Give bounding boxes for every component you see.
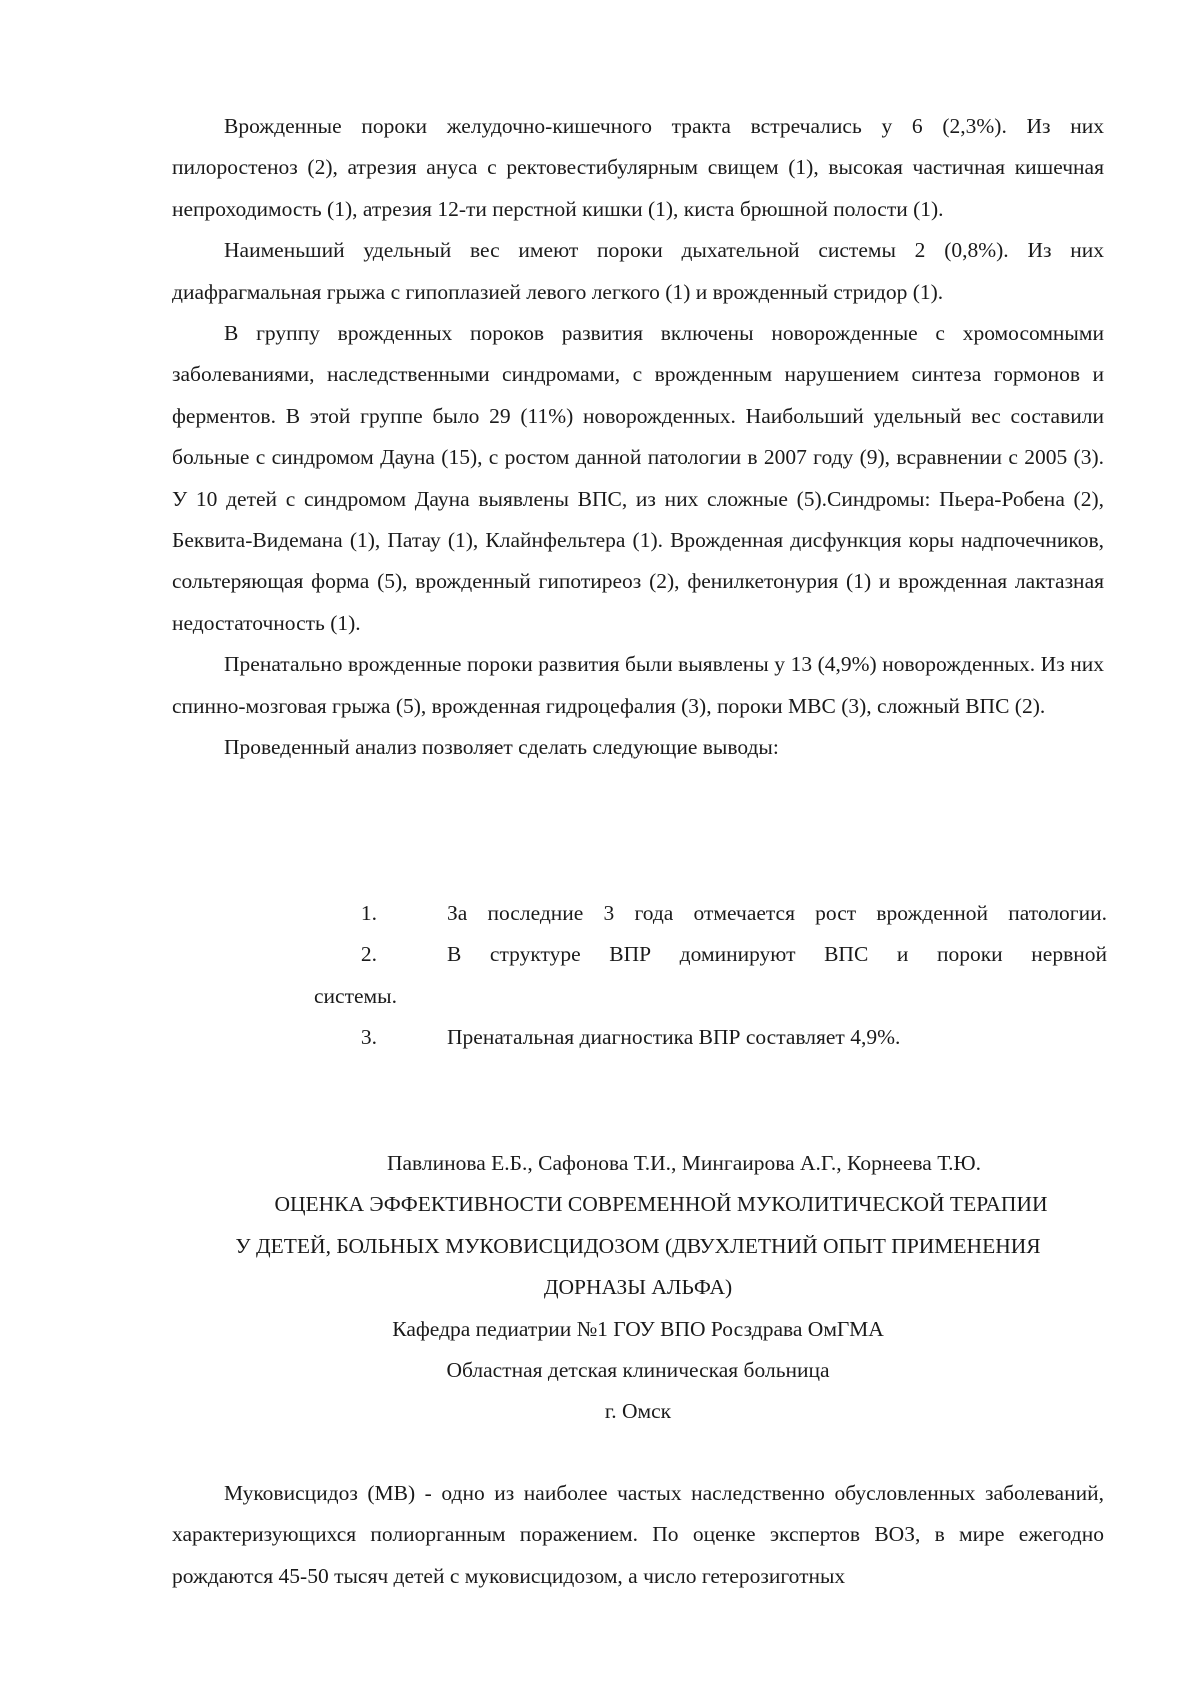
paragraph-chromosomal-syndromes: В группу врожденных пороков развития включены новорожденные с хромосомными заболеваниями, наследственными синдромами, с врожденным нарушением синтеза гормонов и ферментов. В этой группе было 29 (11%) новорожденных. Наибольший удельный вес составили больные с синдромом Дауна (15), с ростом данной патологии в 2007 году (9), вcравнении с 2005 (3). У 10 детей с синдромом Дауна выявлены ВПС, из них сложные (5).Синдромы: Пьера-Робена (2), Беквита-Видемана (1), Патау (1), Клайнфельтера (1). Врожденная дисфункция коры надпочечников, сольтеряющая форма (5), врожденный гипотиреоз (2), фенилкетонурия (1) и врожденная лактазная недостаточность (1).	[172, 321, 1104, 635]
conclusion-text: Пренатальная диагностика ВПР составляет 4,9%.	[447, 1025, 901, 1050]
article-intro-section	[172, 1473, 1104, 1597]
conclusion-item	[172, 893, 1107, 934]
conclusion-number: 3.	[360, 1025, 377, 1050]
article-authors: Павлинова Е.Б., Сафонова Т.И., Мингаирова А.Г., Корнеева Т.Ю.	[386, 1151, 982, 1175]
paragraph-conclusions-intro: Проведенный анализ позволяет сделать следующие выводы:	[224, 735, 779, 760]
paragraph-prenatal-detection: Пренатально врожденные пороки развития были выявлены у 13 (4,9%) новорожденных. Из них спинно-мозговая грыжа (5), врожденная гидроцефалия (3), пороки МВС (3), сложный ВПС (2).	[172, 652, 1104, 718]
conclusion-item	[172, 934, 1107, 975]
article-city: г. Омск	[604, 1399, 672, 1424]
body-text-section	[172, 106, 1104, 769]
paragraph-intro: Муковисцидоз (МВ) - одно из наиболее частых наследственно обусловленных заболеваний, характеризующихся полиорганным поражением. По оценке экспертов ВОЗ, в мире ежегодно рождаются 45-50 тысяч детей с муковисцидозом, а число гетерозиготных	[172, 1481, 1104, 1588]
conclusion-text: В структуре ВПР доминируют ВПС и пороки нервной	[447, 942, 1107, 967]
article-department: Кафедра педиатрии №1 ГОУ ВПО Росздрава ОмГМА	[392, 1316, 884, 1341]
article-title-line: ОЦЕНКА ЭФФЕКТИВНОСТИ СОВРЕМЕННОЙ МУКОЛИТИЧЕСКОЙ ТЕРАПИИ	[274, 1192, 1048, 1217]
conclusion-item	[172, 1017, 1107, 1058]
article-hospital: Областная детская клиническая больница	[446, 1358, 830, 1383]
conclusion-text: За последние 3 года отмечается рост врожденной патологии.	[447, 901, 1107, 925]
conclusion-number: 2.	[360, 942, 377, 967]
article-title-line: ДОРНАЗЫ АЛЬФА)	[543, 1275, 733, 1300]
conclusions-list	[172, 893, 1107, 1059]
article-header	[172, 1143, 1104, 1433]
paragraph-gi-defects: Врожденные пороки желудочно-кишечного тракта встречались у 6 (2,3%). Из них пилоростеноз (2), атрезия ануса с ректовестибулярным свищем (1), высокая частичная кишечная непроходимость (1), атрезия 12-ти перстной кишки (1), киста брюшной полости (1).	[172, 114, 1104, 221]
paragraph-respiratory-defects: Наименьший удельный вес имеют пороки дыхательной системы 2 (0,8%). Из них диафрагмальная грыжа с гипоплазией левого легкого (1) и врожденный стридор (1).	[172, 238, 1104, 304]
conclusion-continuation: системы.	[314, 983, 397, 1008]
article-title-line: У ДЕТЕЙ, БОЛЬНЫХ МУКОВИСЦИДОЗОМ (ДВУХЛЕТНИЙ ОПЫТ ПРИМЕНЕНИЯ	[235, 1233, 1041, 1258]
conclusion-number: 1.	[360, 901, 377, 925]
